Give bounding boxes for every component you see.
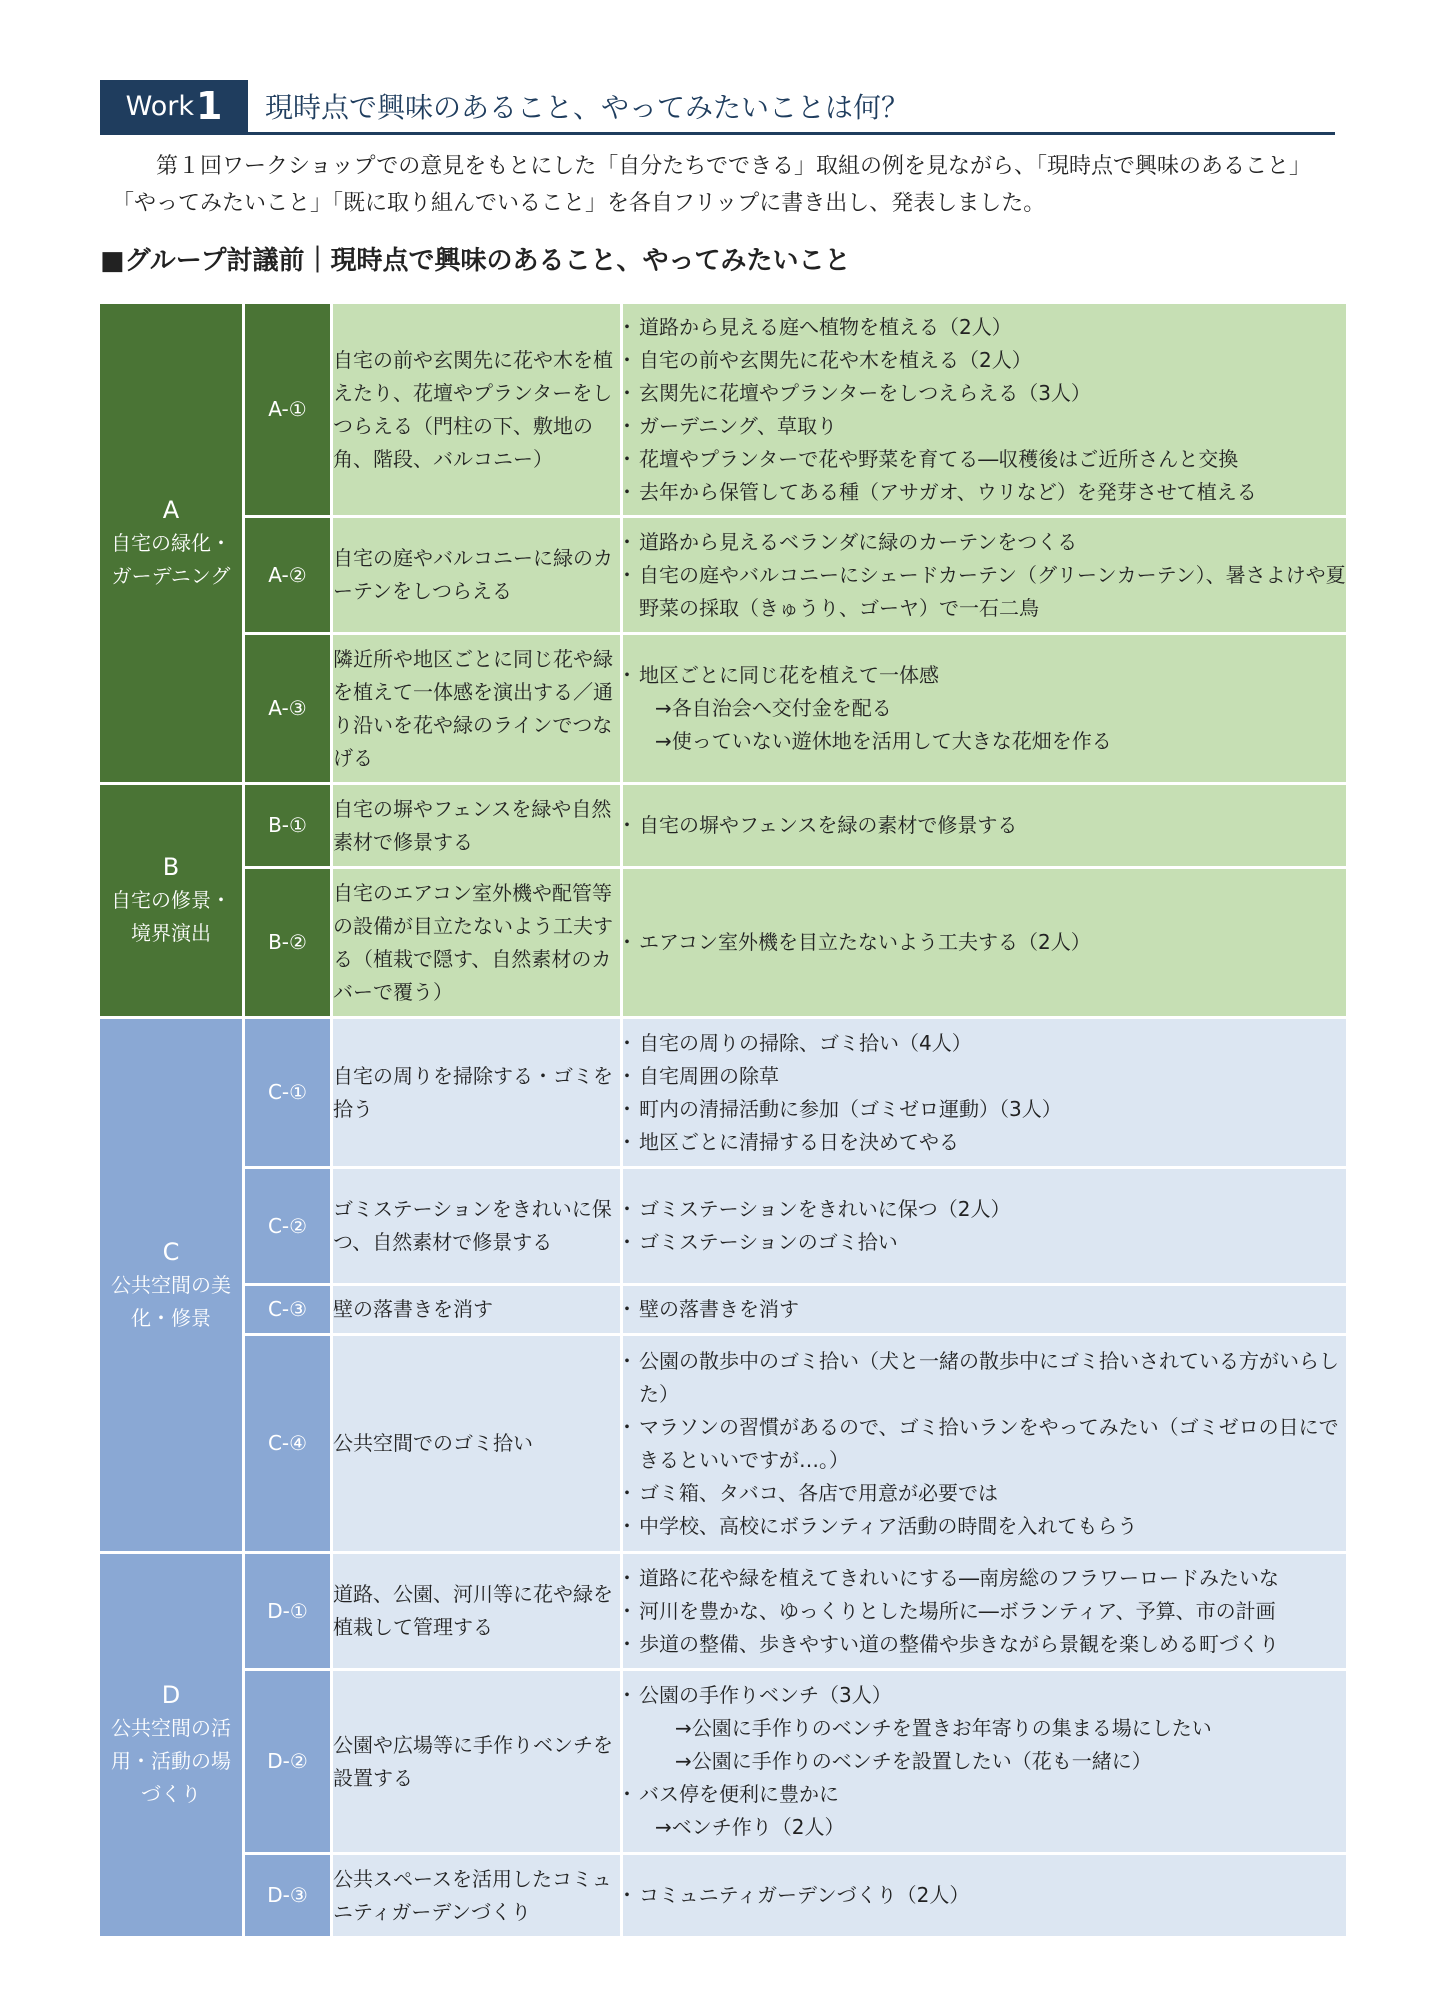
list-item: ・ 自宅の前や玄関先に花や木を植える（2人） [623, 344, 1346, 377]
row-code: C-② [244, 1168, 332, 1285]
work-badge [100, 80, 248, 132]
row-description: 公園や広場等に手作りベンチを設置する [332, 1670, 622, 1854]
header-rule [100, 132, 1335, 135]
badge-number: 1 [195, 84, 223, 128]
row-items [622, 517, 1348, 634]
list-item: ・ 歩道の整備、歩きやすい道の整備や歩きながら景観を楽しめる町づくり [623, 1628, 1346, 1661]
table-row [99, 1168, 1348, 1285]
list-item: ・ 河川を豊かな、ゆっくりとした場所に―ボランティア、予算、市の計画 [623, 1595, 1346, 1628]
category-c [99, 1018, 244, 1553]
row-description: 隣近所や地区ごとに同じ花や緑を植えて一体感を演出する／通り沿いを花や緑のラインでつなげる [332, 634, 622, 784]
table-row [99, 634, 1348, 784]
row-items [622, 1335, 1348, 1553]
row-items [622, 1168, 1348, 1285]
row-code: B-② [244, 868, 332, 1018]
table-row [99, 303, 1348, 517]
category-letter: C [162, 1237, 180, 1266]
row-items [622, 1854, 1348, 1938]
list-item: ・ 道路から見える庭へ植物を植える（2人） [623, 311, 1346, 344]
row-description: 壁の落書きを消す [332, 1285, 622, 1335]
list-item: ・ 去年から保管してある種（アサガオ、ウリなど）を発芽させて植える [623, 476, 1346, 509]
row-description: 道路、公園、河川等に花や緑を植栽して管理する [332, 1553, 622, 1670]
table-row [99, 1553, 1348, 1670]
list-item: ・ バス停を便利に豊かに [623, 1778, 1346, 1811]
list-item: ・ 公園の散歩中のゴミ拾い（犬と一緒の散歩中にゴミ拾いされている方がいらした） [623, 1345, 1346, 1411]
category-name: 自宅の修景・境界演出 [111, 888, 231, 945]
list-item: ・ 玄関先に花壇やプランターをしつえらえる（3人） [623, 377, 1346, 410]
intro-paragraph [112, 148, 1332, 222]
list-item: ・ 道路に花や緑を植えてきれいにする―南房総のフラワーロードみたいな [623, 1562, 1346, 1595]
table-row [99, 517, 1348, 634]
row-items [622, 1670, 1348, 1854]
row-code: A-① [244, 303, 332, 517]
list-item: ・ ガーデニング、草取り [623, 410, 1346, 443]
row-description: 自宅の前や玄関先に花や木を植えたり、花壇やプランターをしつらえる（門柱の下、敷地の角、階段、バルコニー） [332, 303, 622, 517]
row-code: C-④ [244, 1335, 332, 1553]
list-item: ・ ゴミ箱、タバコ、各店で用意が必要では [623, 1477, 1346, 1510]
category-letter: A [162, 495, 180, 524]
table-row [99, 784, 1348, 868]
row-items [622, 868, 1348, 1018]
row-items [622, 784, 1348, 868]
list-item: ・ 公園の手作りベンチ（3人） [623, 1679, 1346, 1712]
list-subitem: →各自治会へ交付金を配る [655, 696, 892, 720]
category-name: 公共空間の活用・活動の場づくり [111, 1716, 231, 1806]
list-item: ・ 道路から見えるベランダに緑のカーテンをつくる [623, 526, 1346, 559]
table-row [99, 1670, 1348, 1854]
table-row [99, 1018, 1348, 1168]
row-code: A-② [244, 517, 332, 634]
row-description: 自宅の庭やバルコニーに緑のカーテンをしつらえる [332, 517, 622, 634]
activity-table [97, 301, 1349, 1939]
row-description: 公共空間でのゴミ拾い [332, 1335, 622, 1553]
row-description: 公共スペースを活用したコミュニティガーデンづくり [332, 1854, 622, 1938]
category-b [99, 784, 244, 1018]
table-row [99, 868, 1348, 1018]
list-item: ・ 中学校、高校にボランティア活動の時間を入れてもらう [623, 1510, 1346, 1543]
category-letter: B [162, 853, 180, 881]
list-item: ・ 自宅の庭やバルコニーにシェードカーテン（グリーンカーテン）、暑さよけや夏野菜の採取（きゅうり、ゴーヤ）で一石二鳥 [623, 559, 1346, 625]
row-items [622, 1018, 1348, 1168]
list-subitem: →使っていない遊休地を活用して大きな花畑を作る [655, 729, 1112, 753]
row-code: D-③ [244, 1854, 332, 1938]
category-a [99, 303, 244, 784]
row-code: C-③ [244, 1285, 332, 1335]
list-item: ・ エアコン室外機を目立たないよう工夫する（2人） [623, 926, 1346, 959]
row-code: C-① [244, 1018, 332, 1168]
list-item: ・ 地区ごとに同じ花を植えて一体感 [623, 659, 1346, 692]
row-code: D-① [244, 1553, 332, 1670]
row-code: D-② [244, 1670, 332, 1854]
list-item: ・ 壁の落書きを消す [623, 1293, 1346, 1326]
row-description: ゴミステーションをきれいに保つ、自然素材で修景する [332, 1168, 622, 1285]
list-item: ・ コミュニティガーデンづくり（2人） [623, 1879, 1346, 1912]
list-subitem: →公園に手作りのベンチを置きお年寄りの集まる場にしたい [675, 1716, 1212, 1740]
list-item: ・ 自宅周囲の除草 [623, 1060, 1346, 1093]
list-item: ・ ゴミステーションのゴミ拾い [623, 1226, 1346, 1259]
list-item: ・ 花壇やプランターで花や野菜を育てる―収穫後はご近所さんと交換 [623, 443, 1346, 476]
row-code: B-① [244, 784, 332, 868]
row-items [622, 303, 1348, 517]
list-item: ・ 町内の清掃活動に参加（ゴミゼロ運動）（3人） [623, 1093, 1346, 1126]
list-subitem: →公園に手作りのベンチを設置したい（花も一緒に） [675, 1749, 1152, 1773]
list-subitem: →ベンチ作り（2人） [655, 1815, 845, 1839]
list-item: ・ 地区ごとに清掃する日を決めてやる [623, 1126, 1346, 1159]
table-row [99, 1335, 1348, 1553]
row-description: 自宅のエアコン室外機や配管等の設備が目立たないよう工夫する（植栽で隠す、自然素材のカバーで覆う） [332, 868, 622, 1018]
table-row [99, 1854, 1348, 1938]
row-code: A-③ [244, 634, 332, 784]
intro-text: 第１回ワークショップでの意見をもとにした「自分たちでできる」取組の例を見ながら、「現時点で興味のあること」「やってみたいこと」「既に取り組んでいること」を各自フリップに書き出し、発表しました。 [112, 154, 1312, 216]
list-item: ・ マラソンの習慣があるので、ゴミ拾いランをやってみたい（ゴミゼロの日にできるといいですが…。） [623, 1411, 1346, 1477]
category-letter: D [161, 1681, 181, 1709]
row-description: 自宅の塀やフェンスを緑や自然素材で修景する [332, 784, 622, 868]
section-title: ■グループ討議前｜現時点で興味のあること、やってみたいこと [100, 246, 851, 276]
badge-word: Work [125, 90, 194, 122]
row-description: 自宅の周りを掃除する・ゴミを拾う [332, 1018, 622, 1168]
list-item: ・ 自宅の周りの掃除、ゴミ拾い（4人） [623, 1027, 1346, 1060]
row-items [622, 1285, 1348, 1335]
category-d [99, 1553, 244, 1938]
page-title: 現時点で興味のあること、やってみたいことは何？ [265, 91, 910, 124]
table-row [99, 1285, 1348, 1335]
category-name: 自宅の緑化・ガーデニング [111, 530, 231, 588]
category-name: 公共空間の美化・修景 [111, 1272, 231, 1330]
row-items [622, 1553, 1348, 1670]
list-item: ・ 自宅の塀やフェンスを緑の素材で修景する [623, 809, 1346, 842]
work-header [100, 80, 1335, 134]
list-item: ・ ゴミステーションをきれいに保つ（2人） [623, 1193, 1346, 1226]
row-items [622, 634, 1348, 784]
